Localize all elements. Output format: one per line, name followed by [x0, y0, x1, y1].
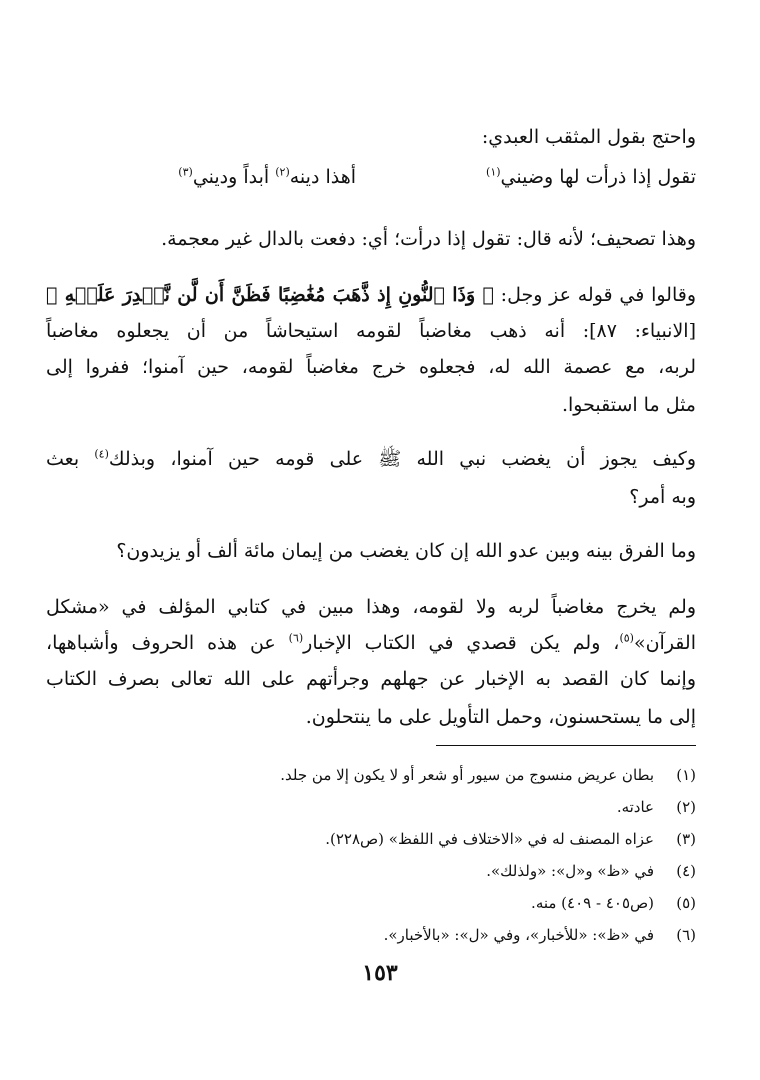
paragraph-book-line-2 — [46, 630, 696, 656]
paragraph-quran-line-1 — [46, 282, 696, 308]
footnote-number: (٦) — [676, 926, 696, 944]
quran-verse: ﴿ وَذَا ٱلنُّونِ إِذ ذَّهَبَ مُغَٰضِبًا فَظَنَّ أَن لَّن نَّقۡدِرَ عَلَيۡهِ ﴾ — [46, 284, 494, 306]
question-text-b: بعث — [46, 448, 95, 470]
footnote-ref-2: (٢) — [275, 165, 290, 179]
quran-intro-text: وقالوا في قوله عز وجل: — [493, 284, 697, 306]
footnote-text: بطان عريض منسوج من سيور أو شعر أو لا يكون إلا من جلد. — [280, 766, 654, 784]
intro-line: واحتج بقول المثقب العبدي: — [481, 126, 696, 148]
paragraph-quran-line-2: [الانبياء: ٨٧]: أنه ذهب مغاضباً لقومه استيحاشاً من أن يجعلوه مغاضباً — [46, 320, 696, 342]
footnote-text: في «ظ»: «للأخبار»، وفي «ل»: «بالأخبار». — [383, 926, 654, 944]
page-number: ١٥٣ — [362, 960, 398, 986]
paragraph-difference: وما الفرق بينه وبين عدو الله إن كان يغضب من إيمان مائة ألف أو يزيدون؟ — [116, 540, 696, 562]
poem-first-text: تقول إذا ذرأت لها وضيني — [500, 166, 696, 188]
footnote-number: (٢) — [676, 798, 696, 816]
footnote-4 — [46, 860, 696, 882]
footnote-number: (٣) — [676, 830, 696, 848]
footnote-ref-6: (٦) — [288, 631, 304, 645]
poem-second-text-b: أبداً وديني — [192, 166, 276, 188]
paragraph-quran-line-3: لربه، مع عصمة الله له، فجعلوه خرج مغاضباً لقومه، حين آمنوا؛ ففروا إلى — [46, 356, 696, 378]
question-text-a: وكيف يجوز أن يغضب نبي الله ﷺ على قومه حين آمنوا، وبذلك — [108, 448, 696, 470]
paragraph-book-line-1: ولم يخرج مغاضباً لربه ولا لقومه، وهذا مبين في كتابي المؤلف في «مشكل — [46, 596, 696, 618]
footnote-text: (ص٤٠٥ - ٤٠٩) منه. — [531, 894, 654, 912]
paragraph-book-line-3: وإنما كان القصد به الإخبار عن جهلهم وجرأتهم على الله تعالى بصرف الكتاب — [46, 668, 696, 690]
footnote-ref-1: (١) — [486, 165, 501, 179]
footnote-number: (٤) — [676, 862, 696, 880]
footnote-6 — [46, 924, 696, 946]
paragraph-book-line-4: إلى ما يستحسنون، وحمل التأويل على ما ينتحلون. — [305, 706, 696, 728]
book-text-c: عن هذه الحروف وأشباهها، — [46, 632, 289, 654]
footnote-3 — [46, 828, 696, 850]
footnote-divider — [436, 745, 696, 746]
poem-verse — [46, 166, 696, 196]
book-text-a: القرآن» — [633, 632, 696, 654]
footnote-ref-3: (٣) — [178, 165, 193, 179]
footnote-ref-4: (٤) — [94, 447, 109, 461]
footnote-text: عزاه المصنف له في «الاختلاف في اللفظ» (ص٢٢٨). — [325, 830, 654, 848]
footnote-1 — [46, 764, 696, 786]
footnote-2 — [46, 796, 696, 818]
poem-second-hemistich — [178, 166, 356, 188]
book-text-b: ، ولم يكن قصدي في الكتاب الإخبار — [303, 632, 620, 654]
footnote-number: (١) — [676, 766, 696, 784]
poem-second-text-a: أهذا دينه — [289, 166, 356, 188]
paragraph-tashif: وهذا تصحيف؛ لأنه قال: تقول إذا درأت؛ أي: دفعت بالدال غير معجمة. — [161, 228, 696, 250]
footnote-text: في «ظ» و«ل»: «ولذلك». — [486, 862, 654, 880]
paragraph-quran-line-4: مثل ما استقبحوا. — [561, 394, 696, 416]
paragraph-question-line-2: وبه أمر؟ — [629, 486, 696, 508]
footnote-text: عادته. — [616, 798, 654, 816]
paragraph-question-line-1 — [46, 446, 696, 472]
footnote-ref-5: (٥) — [619, 631, 634, 645]
poem-first-hemistich — [486, 166, 696, 188]
footnote-number: (٥) — [676, 894, 696, 912]
footnote-5 — [46, 892, 696, 914]
